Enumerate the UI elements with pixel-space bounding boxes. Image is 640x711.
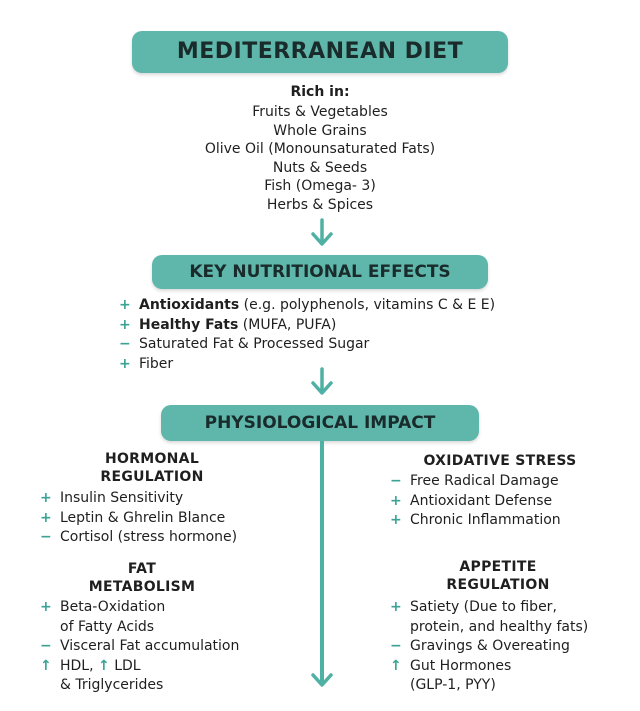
- plus-icon: +: [390, 512, 402, 528]
- list-item: [119, 296, 495, 316]
- item-text: Cortisol (stress hormone): [60, 529, 238, 545]
- item-text: Satiety (Due to fiber,: [410, 599, 557, 615]
- title-line: REGULATION: [100, 469, 204, 485]
- arrow-down-icon: [308, 367, 336, 397]
- plus-icon: +: [40, 490, 52, 506]
- list-item: [390, 511, 561, 531]
- list-item: Herbs & Spices: [266, 196, 374, 213]
- up-arrow-icon: ↑: [98, 657, 110, 674]
- fat-metabolism-list: [40, 598, 239, 696]
- effect-detail: Fiber: [139, 355, 174, 372]
- plus-icon: +: [40, 599, 52, 615]
- item-text: LDL: [109, 657, 141, 674]
- item-text: Insulin Sensitivity: [60, 490, 184, 506]
- list-item: [40, 637, 239, 657]
- list-item: [390, 598, 588, 618]
- list-item: Whole Grains: [273, 122, 367, 139]
- minus-icon: −: [40, 529, 52, 545]
- plus-icon: +: [390, 599, 402, 615]
- list-item-continued: & Triglycerides: [60, 677, 164, 693]
- list-item: [40, 489, 237, 509]
- list-item: Nuts & Seeds: [272, 159, 368, 176]
- list-item: Fish (Omega- 3): [264, 178, 376, 194]
- effect-detail: (MUFA, PUFA): [238, 316, 337, 333]
- title-line: REGULATION: [446, 577, 550, 593]
- appetite-list: [390, 598, 588, 696]
- rich-in-list: [0, 103, 640, 214]
- minus-icon: −: [119, 336, 131, 352]
- item-text: Gut Hormones: [410, 657, 512, 674]
- list-item: [390, 637, 588, 657]
- list-item-continued: protein, and healthy fats): [410, 618, 589, 635]
- effect-detail: (e.g. polyphenols, vitamins C & E E): [239, 297, 496, 313]
- item-text: Gravings & Overeating: [410, 638, 570, 654]
- effect-detail: Saturated Fat & Processed Sugar: [139, 336, 370, 352]
- effect-name: Healthy Fats: [139, 316, 239, 333]
- item-text: Free Radical Damage: [410, 473, 559, 489]
- title-line: APPETITE: [459, 559, 537, 575]
- arrow-down-icon: [308, 218, 336, 248]
- list-item: Olive Oil (Monounsaturated Fats): [204, 141, 436, 157]
- minus-icon: −: [390, 473, 402, 489]
- list-item: [390, 657, 588, 677]
- list-item: [40, 528, 237, 548]
- arrow-down-icon: [308, 441, 336, 691]
- hormonal-list: [40, 489, 237, 548]
- appetite-title: [398, 558, 598, 594]
- item-text: Leptin & Ghrelin Blance: [60, 509, 226, 526]
- plus-icon: +: [119, 355, 131, 372]
- plus-icon: +: [40, 509, 52, 526]
- oxidative-title: OXIDATIVE STRESS: [423, 453, 577, 469]
- list-item: [40, 509, 237, 529]
- diet-banner: MEDITERRANEAN DIET: [132, 31, 508, 73]
- minus-icon: −: [390, 638, 402, 654]
- item-text: HDL,: [60, 657, 99, 674]
- plus-icon: +: [119, 297, 131, 313]
- up-arrow-icon: ↑: [40, 657, 52, 674]
- impact-banner: PHYSIOLOGICAL IMPACT: [161, 405, 479, 441]
- minus-icon: −: [40, 638, 52, 654]
- oxidative-list: [390, 472, 561, 531]
- title-line: FAT: [127, 561, 157, 577]
- list-item-continued: of Fatty Acids: [60, 618, 155, 635]
- item-text: Antioxidant Defense: [410, 492, 553, 509]
- list-item: [40, 657, 239, 677]
- list-item: [40, 598, 239, 618]
- title-line: METABOLISM: [88, 579, 196, 595]
- list-item: [119, 335, 495, 355]
- fat-metabolism-title: [52, 560, 232, 596]
- effect-name: Antioxidants: [139, 297, 240, 313]
- hormonal-title: [62, 450, 242, 486]
- rich-in-title: Rich in:: [290, 84, 350, 100]
- list-item: [119, 316, 495, 336]
- effects-banner: KEY NUTRITIONAL EFFECTS: [152, 255, 488, 289]
- up-arrow-icon: ↑: [390, 657, 402, 674]
- item-text: Beta-Oxidation: [60, 599, 166, 615]
- list-item: [390, 472, 561, 492]
- plus-icon: +: [119, 316, 131, 333]
- item-text: Visceral Fat accumulation: [60, 638, 240, 654]
- list-item: Fruits & Vegetables: [252, 104, 388, 120]
- plus-icon: +: [390, 492, 402, 509]
- item-text: Chronic Inflammation: [410, 512, 561, 528]
- effects-list: [119, 296, 495, 374]
- title-line: HORMONAL: [104, 451, 200, 467]
- list-item-continued: (GLP-1, PYY): [410, 677, 496, 693]
- list-item: [390, 492, 561, 512]
